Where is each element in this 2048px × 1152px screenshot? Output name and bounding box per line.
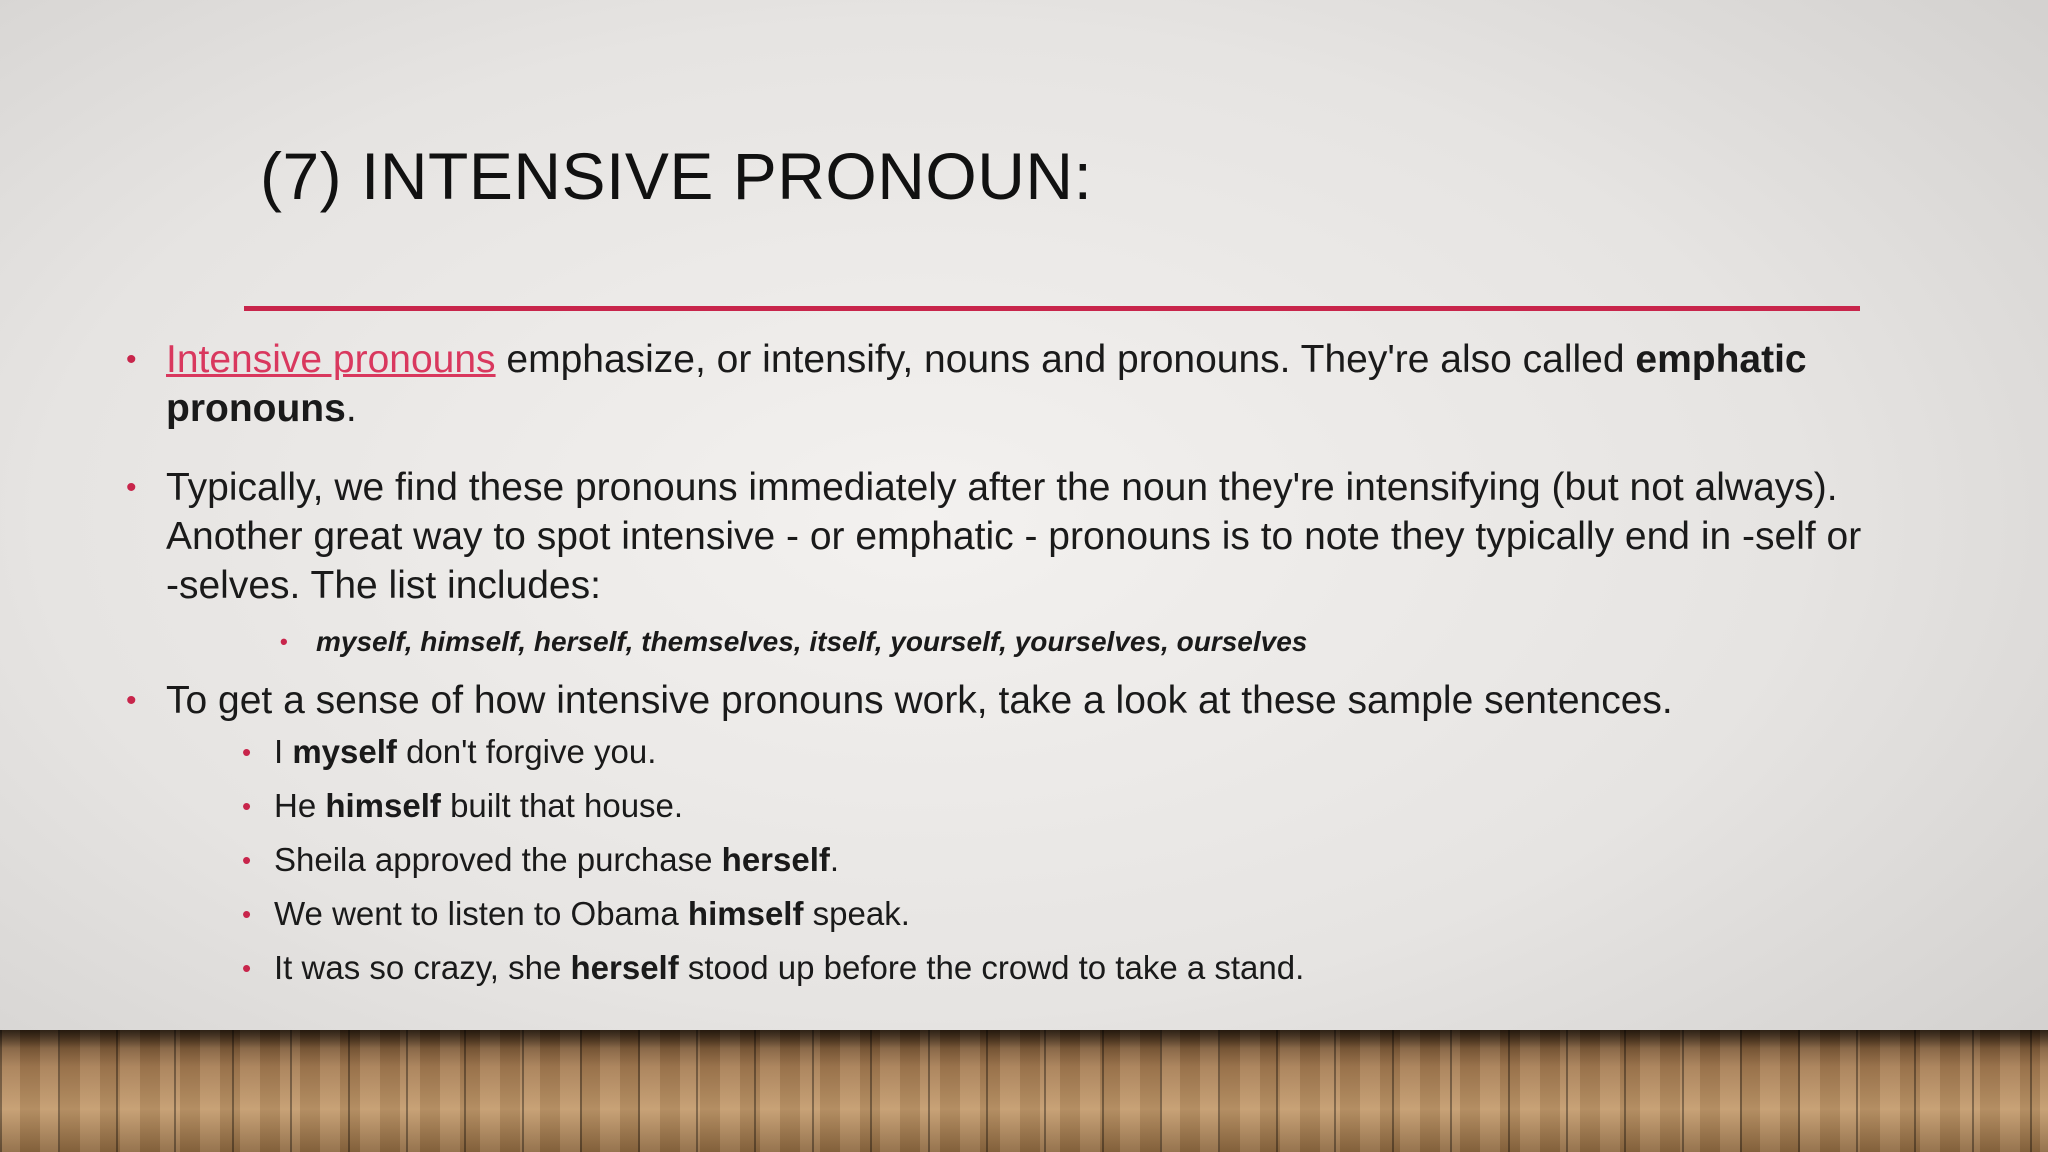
title-divider bbox=[244, 306, 1860, 311]
bullet-examples-intro: • To get a sense of how intensive pronouns work, take a look at these sample sentences. bbox=[122, 676, 1882, 725]
example-item: • We went to listen to Obama himself speak. bbox=[242, 893, 1882, 935]
example-item: • Sheila approved the purchase herself. bbox=[242, 839, 1882, 881]
floor-shadow bbox=[0, 1030, 2048, 1048]
emphatic-pronouns-term: emphatic pronouns bbox=[166, 338, 1807, 430]
example-item: • I myself don't forgive you. bbox=[242, 731, 1882, 773]
bullet1-text: emphasize, or intensify, nouns and pronouns. They're also called bbox=[495, 338, 1636, 381]
example-item: • He himself built that house. bbox=[242, 785, 1882, 827]
intensive-pronouns-link[interactable]: Intensive pronouns bbox=[166, 338, 496, 381]
slide-title: (7) INTENSIVE PRONOUN: bbox=[260, 139, 1093, 213]
example-item: • It was so crazy, she herself stood up before the crowd to take a stand. bbox=[242, 947, 1882, 989]
wood-floor-decoration bbox=[0, 1030, 2048, 1152]
pronoun-list: • myself, himself, herself, themselves, itself, yourself, yourselves, ourselves bbox=[280, 622, 1882, 662]
slide-body bbox=[122, 335, 1882, 989]
bullet1-end: . bbox=[345, 387, 357, 430]
bullet-intensive-definition bbox=[122, 335, 1882, 433]
bullet-placement: • Typically, we find these pronouns immediately after the noun they're intensifying (but not always). Another great way to spot intensive - or emphatic - pronouns is to note they typically end in -self or -selves. The list includes: bbox=[122, 463, 1882, 610]
